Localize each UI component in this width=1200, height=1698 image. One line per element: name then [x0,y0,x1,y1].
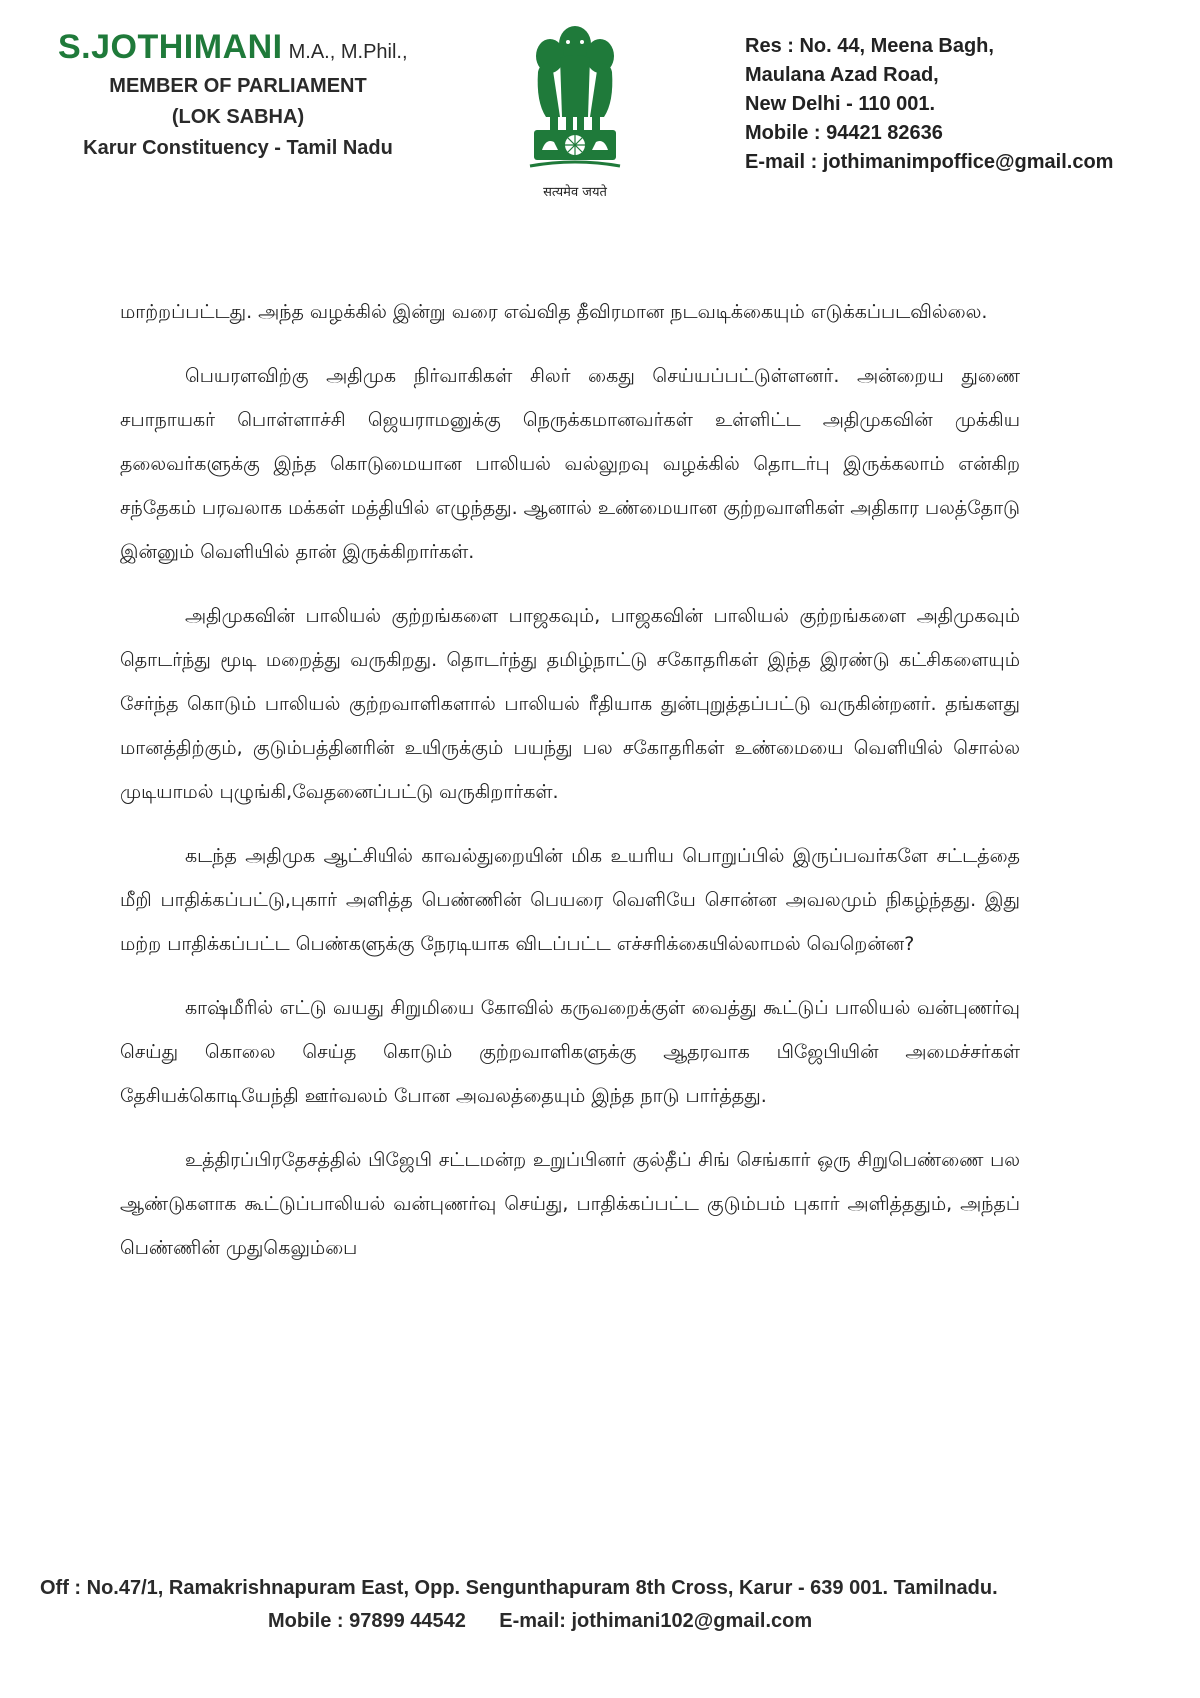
mp-qualifications: M.A., M.Phil., [288,41,408,63]
lion-capital-icon [520,22,630,177]
residence-email: E-mail : jothimanimpoffice@gmail.com [745,151,1114,173]
paragraph-2: பெயரளவிற்கு அதிமுக நிர்வாகிகள் சிலர் கைது செய்யப்பட்டுள்ளனர். அன்றைய துணை சபாநாயகர் பொள்ளாச்சி ஜெயராமனுக்கு நெருக்கமானவர்கள் உள்ளிட்ட அதிமுகவின் முக்கிய தலைவர்களுக்கு இந்த கொடுமையான பாலியல் வல்லுறவு வழக்கில் தொடர்பு இருக்கலாம் என்கிற சந்தேகம் பரவலாக மக்கள் மத்தியில் எழுந்தது. ஆனால் உண்மையான குற்றவாளிகள் அதிகார பலத்தோடு இன்னும் வெளியில் தான் இருக்கிறார்கள். [120,365,1020,563]
office-email: E-mail: jothimani102@gmail.com [499,1610,813,1632]
office-mobile: Mobile : 97899 44542 [268,1610,466,1632]
letterhead-footer [40,1572,1160,1638]
national-emblem [520,22,630,212]
paragraph-1: மாற்றப்பட்டது. அந்த வழக்கில் இன்று வரை எவ்வித தீவிரமான நடவடிக்கையும் எடுக்கப்படவில்லை. [120,301,988,323]
paragraph-3: அதிமுகவின் பாலியல் குற்றங்களை பாஜகவும், பாஜகவின் பாலியல் குற்றங்களை அதிமுகவும் தொடர்ந்து மூடி மறைத்து வருகிறது. தொடர்ந்து தமிழ்நாட்டு சகோதரிகள் இந்த இரண்டு கட்சிகளையும் சேர்ந்த கொடும் பாலியல் குற்றவாளிகளால் பாலியல் ரீதியாக துன்புறுத்தப்பட்டு வருகின்றனர். தங்களது மானத்திற்கும், குடும்பத்தினரின் உயிருக்கும் பயந்து பல சகோதரிகள் உண்மையை வெளியில் சொல்ல முடியாமல் புழுங்கி,வேதனைப்பட்டு வருகிறார்கள். [120,605,1020,803]
mp-designation: MEMBER OF PARLIAMENT [109,75,367,97]
mp-name: S.JOTHIMANI [58,28,283,66]
paragraph-4: கடந்த அதிமுக ஆட்சியில் காவல்துறையின் மிக உயரிய பொறுப்பில் இருப்பவர்களே சட்டத்தை மீறி பாதிக்கப்பட்டு,புகார் அளித்த பெண்ணின் பெயரை வெளியே சொன்ன அவலமும் நிகழ்ந்தது. இது மற்ற பாதிக்கப்பட்ட பெண்களுக்கு நேரடியாக விடப்பட்ட எச்சரிக்கையில்லாமல் வெறென்ன? [120,845,1020,955]
mp-constituency: Karur Constituency - Tamil Nadu [83,137,393,159]
residence-line-1: Res : No. 44, Meena Bagh, [745,35,994,57]
footer-contact [40,1605,1160,1638]
office-address: Off : No.47/1, Ramakrishnapuram East, Opp. Sengunthapuram 8th Cross, Karur - 639 001. Tamilnadu. [40,1577,998,1599]
letterhead-left [58,28,478,164]
paragraph-5: காஷ்மீரில் எட்டு வயது சிறுமியை கோவில் கருவறைக்குள் வைத்து கூட்டுப் பாலியல் வன்புணர்வு செய்து கொலை செய்த கொடும் குற்றவாளிகளுக்கு ஆதரவாக பிஜேபியின் அமைச்சர்கள் தேசியக்கொடியேந்தி ஊர்வலம் போன அவலத்தையும் இந்த நாடு பார்த்தது. [120,997,1020,1107]
residence-line-2: Maulana Azad Road, [745,64,939,86]
letterhead-right [745,32,1175,177]
mp-house: (LOK SABHA) [171,106,305,128]
emblem-motto: सत्यमेव जयते [543,185,607,200]
paragraph-6: உத்திரப்பிரதேசத்தில் பிஜேபி சட்டமன்ற உறுப்பினர் குல்தீப் சிங் செங்கார் ஒரு சிறுபெண்ணை பல ஆண்டுகளாக கூட்டுப்பாலியல் வன்புணர்வு செய்து, பாதிக்கப்பட்ட குடும்பம் புகார் அளித்ததும், அந்தப் பெண்ணின் முதுகெலும்பை [120,1149,1020,1259]
residence-mobile: Mobile : 94421 82636 [745,122,943,144]
residence-line-3: New Delhi - 110 001. [745,93,936,115]
name-line [58,28,478,67]
letter-body [120,290,1020,1290]
